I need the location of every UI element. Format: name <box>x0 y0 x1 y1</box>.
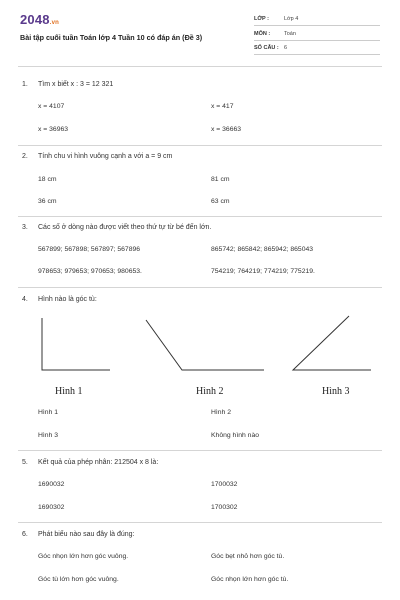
meta-value: Toán <box>284 31 296 37</box>
option-c[interactable]: Hình 3 <box>38 432 59 439</box>
option-b[interactable]: 1700032 <box>211 481 238 488</box>
page-header <box>0 0 400 62</box>
option-b[interactable]: x = 417 <box>211 103 234 110</box>
divider <box>18 287 382 288</box>
option-a[interactable]: 1690032 <box>38 481 65 488</box>
question-number: 3. <box>22 224 28 231</box>
divider <box>18 145 382 146</box>
question-number: 4. <box>22 296 28 303</box>
acute-angle-lines <box>293 316 371 370</box>
option-d[interactable]: 754219; 764219; 774219; 775219. <box>211 268 315 275</box>
question-4 <box>22 296 97 303</box>
option-c[interactable]: 1690302 <box>38 504 65 511</box>
question-text: Kết quả của phép nhân: 212504 x 8 là: <box>38 459 159 466</box>
logo-text: 2048 <box>20 12 50 27</box>
question-text: Hình nào là góc tù: <box>38 296 97 303</box>
meta-key: MÔN : <box>254 31 271 37</box>
meta-grade <box>254 14 380 26</box>
meta-value: 6 <box>284 45 288 51</box>
divider <box>18 216 382 217</box>
angle-figure-3 <box>285 310 380 376</box>
question-2 <box>22 153 172 160</box>
obtuse-angle-lines <box>146 320 264 370</box>
option-c[interactable]: x = 36963 <box>38 126 69 133</box>
option-c[interactable]: Góc tù lớn hơn góc vuông. <box>38 576 119 583</box>
figure-caption-2: Hình 2 <box>196 386 224 397</box>
option-a[interactable]: 567899; 567898; 567897; 567896 <box>38 246 141 253</box>
question-text: Tìm x biết x : 3 = 12 321 <box>38 81 114 88</box>
option-a[interactable]: Góc nhọn lớn hơn góc vuông. <box>38 553 129 560</box>
divider <box>18 450 382 451</box>
meta-key: LỚP : <box>254 16 269 22</box>
option-a[interactable]: x = 4107 <box>38 103 65 110</box>
meta-key: SỐ CÂU : <box>254 45 279 51</box>
option-d[interactable]: x = 36663 <box>211 126 242 133</box>
meta-value: Lớp 4 <box>284 16 299 22</box>
divider <box>18 522 382 523</box>
meta-subject <box>254 29 380 41</box>
question-6 <box>22 531 135 538</box>
question-text: Các số ở dòng nào được viết theo thứ tự từ bé đến lớn. <box>38 224 212 231</box>
option-c[interactable]: 36 cm <box>38 198 57 205</box>
site-logo[interactable] <box>20 12 59 27</box>
logo-suffix: .vn <box>49 20 60 26</box>
option-a[interactable]: Hình 1 <box>38 409 59 416</box>
document-title: Bài tập cuối tuần Toán lớp 4 Tuần 10 có đáp án (Đề 3) <box>20 33 203 42</box>
option-b[interactable]: Góc bẹt nhỏ hơn góc tù. <box>211 553 285 560</box>
figure-caption-1: Hình 1 <box>55 386 83 397</box>
question-text: Phát biểu nào sau đây là đúng: <box>38 531 135 538</box>
option-b[interactable]: 865742; 865842; 865942; 865043 <box>211 246 314 253</box>
question-number: 5. <box>22 459 28 466</box>
option-d[interactable]: Không hình nào <box>211 432 259 439</box>
option-c[interactable]: 978653; 979653; 970653; 980653. <box>38 268 142 275</box>
option-b[interactable]: 81 cm <box>211 176 230 183</box>
right-angle-lines <box>42 318 110 370</box>
option-b[interactable]: Hình 2 <box>211 409 232 416</box>
question-text: Tính chu vi hình vuông cạnh a với a = 9 cm <box>38 153 173 160</box>
option-a[interactable]: 18 cm <box>38 176 57 183</box>
question-1 <box>22 81 113 88</box>
option-d[interactable]: 63 cm <box>211 198 230 205</box>
question-number: 1. <box>22 81 28 88</box>
question-number: 6. <box>22 531 28 538</box>
figure-caption-3: Hình 3 <box>322 386 350 397</box>
question-3 <box>22 224 211 231</box>
option-d[interactable]: 1700302 <box>211 504 238 511</box>
question-5 <box>22 459 158 466</box>
question-number: 2. <box>22 153 28 160</box>
angle-figure-1 <box>30 312 120 376</box>
meta-question-count <box>254 43 380 55</box>
angle-figure-2 <box>140 312 270 376</box>
divider <box>18 66 382 67</box>
option-d[interactable]: Góc nhọn lớn hơn góc tù. <box>211 576 289 583</box>
